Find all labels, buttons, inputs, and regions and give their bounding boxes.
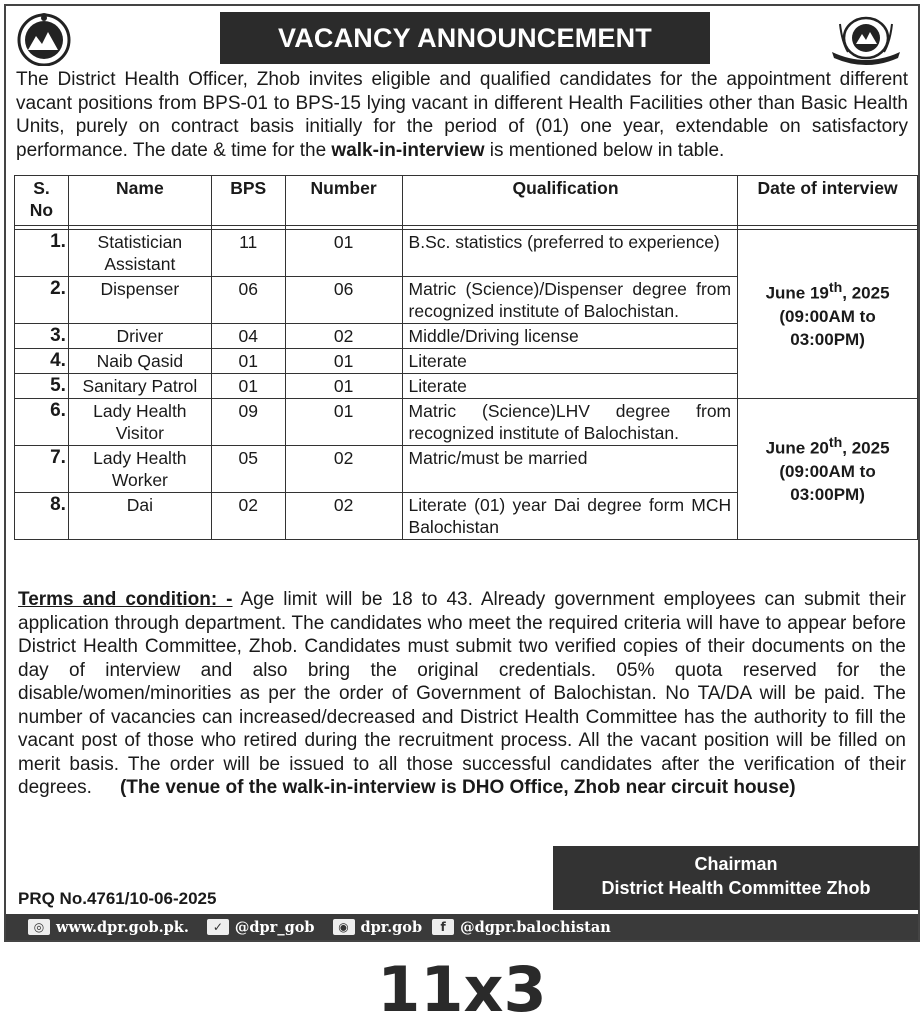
cell-qualification: Matric (Science)/Dispenser degree from recognized institute of Balochistan. — [402, 277, 738, 324]
balochistan-emblem-left — [14, 10, 74, 66]
date-time: (09:00AM to 03:00PM) — [779, 306, 876, 349]
cell-name: Lady Health Visitor — [68, 399, 211, 446]
footer-twitter[interactable] — [207, 919, 315, 936]
dpr-emblem-right — [822, 12, 910, 66]
cell-bps: 04 — [211, 324, 285, 349]
facebook-icon: f — [432, 919, 454, 935]
cell-sno: 1. — [15, 230, 69, 277]
header-qualification: Qualification — [402, 176, 738, 226]
date-day: June 20 — [765, 438, 829, 458]
cell-name: Sanitary Patrol — [68, 374, 211, 399]
cell-bps: 06 — [211, 277, 285, 324]
date-year: , 2025 — [842, 438, 890, 458]
table-row — [15, 230, 918, 277]
cell-sno: 3. — [15, 324, 69, 349]
cell-qualification: B.Sc. statistics (preferred to experience) — [402, 230, 738, 277]
table-row — [15, 399, 918, 446]
cell-sno: 2. — [15, 277, 69, 324]
globe-icon: ◎ — [28, 919, 50, 935]
facebook-text: @dgpr.balochistan — [460, 918, 611, 936]
date-time: (09:00AM to 03:00PM) — [779, 461, 876, 504]
cell-number: 02 — [285, 493, 402, 540]
cell-number: 06 — [285, 277, 402, 324]
terms-heading: Terms and condition: - — [18, 589, 233, 610]
cell-bps: 02 — [211, 493, 285, 540]
cell-name: Dispenser — [68, 277, 211, 324]
date-sup: th — [828, 435, 843, 452]
ad-size-label: 11x3 — [377, 953, 547, 1024]
header-bps: BPS — [211, 176, 285, 226]
cell-qualification: Literate (01) year Dai degree form MCH Balochistan — [402, 493, 738, 540]
intro-paragraph — [16, 68, 908, 162]
header-sno: S. No — [15, 176, 69, 226]
terms-body: Age limit will be 18 to 43. Already government employees can submit their application through department. The candidates who meet the required criteria will have to appear before District Health Committee, Zhob. Candidates must submit two verified copies of their documents on the day of interview and also bring the original credentials. 05% quota reserved for the disable/women/minorities as per the order of Government of Balochistan. No TA/DA will be paid. The number of vacancies can increased/decreased and District Health Committee has the authority to fill the vacant post of those who retired during the recruitment process. All the vacant position will be filled on merit basis. The order will be issued to all those successful candidates after the verification of their degrees. — [18, 589, 906, 798]
header-number: Number — [285, 176, 402, 226]
cell-bps: 11 — [211, 230, 285, 277]
terms-paragraph — [18, 588, 906, 800]
cell-name: Dai — [68, 493, 211, 540]
cell-number: 01 — [285, 230, 402, 277]
cell-bps: 01 — [211, 349, 285, 374]
cell-number: 01 — [285, 374, 402, 399]
venue-note: (The venue of the walk-in-interview is DHO Office, Zhob near circuit house) — [119, 777, 796, 798]
cell-name: Lady Health Worker — [68, 446, 211, 493]
cell-bps: 09 — [211, 399, 285, 446]
cell-name: Driver — [68, 324, 211, 349]
cell-name: Naib Qasid — [68, 349, 211, 374]
header-date: Date of interview — [738, 176, 918, 226]
instagram-text: dpr.gob — [360, 918, 423, 936]
signature-committee: District Health Committee Zhob — [601, 878, 871, 898]
date-year: , 2025 — [842, 283, 890, 303]
signature-block — [553, 846, 919, 910]
cell-qualification: Matric/must be married — [402, 446, 738, 493]
footer-instagram[interactable] — [333, 919, 423, 936]
cell-number: 02 — [285, 446, 402, 493]
instagram-icon: ◉ — [333, 919, 355, 935]
intro-text-end: is mentioned below in table. — [484, 139, 725, 161]
cell-number: 02 — [285, 324, 402, 349]
cell-sno: 6. — [15, 399, 69, 446]
footer-bar — [6, 914, 918, 940]
footer-facebook[interactable] — [432, 919, 611, 936]
cell-bps: 05 — [211, 446, 285, 493]
cell-sno: 8. — [15, 493, 69, 540]
cell-name: Statistician Assistant — [68, 230, 211, 277]
intro-text: The District Health Officer, Zhob invites eligible and qualified candidates for the appointment different vacant positions from BPS-01 to BPS-15 lying vacant in different Health Facilities other than Basic Health Units, purely on contract basis initially for the period of (01) one year, extendable on satisfactory performance. The date & time for the — [16, 69, 908, 161]
intro-bold: walk-in-interview — [331, 139, 485, 161]
cell-number: 01 — [285, 349, 402, 374]
cell-interview-date — [738, 399, 918, 540]
signature-title: Chairman — [694, 854, 778, 874]
cell-qualification: Literate — [402, 374, 738, 399]
cell-bps: 01 — [211, 374, 285, 399]
vacancy-table — [14, 175, 918, 540]
cell-qualification: Literate — [402, 349, 738, 374]
cell-sno: 4. — [15, 349, 69, 374]
cell-qualification: Middle/Driving license — [402, 324, 738, 349]
prq-number: PRQ No.4761/10-06-2025 — [18, 889, 217, 908]
cell-sno: 5. — [15, 374, 69, 399]
twitter-icon: ✓ — [207, 919, 229, 935]
website-text: www.dpr.gob.pk. — [56, 918, 189, 936]
table-header-row — [15, 176, 918, 226]
date-day: June 19 — [765, 283, 829, 303]
cell-qualification: Matric (Science)LHV degree from recognized institute of Balochistan. — [402, 399, 738, 446]
cell-number: 01 — [285, 399, 402, 446]
footer-website[interactable] — [28, 919, 189, 936]
twitter-text: @dpr_gob — [234, 918, 315, 936]
cell-sno: 7. — [15, 446, 69, 493]
date-sup: th — [828, 280, 843, 297]
cell-interview-date — [738, 230, 918, 399]
header-name: Name — [68, 176, 211, 226]
page-title: VACANCY ANNOUNCEMENT — [220, 12, 710, 64]
